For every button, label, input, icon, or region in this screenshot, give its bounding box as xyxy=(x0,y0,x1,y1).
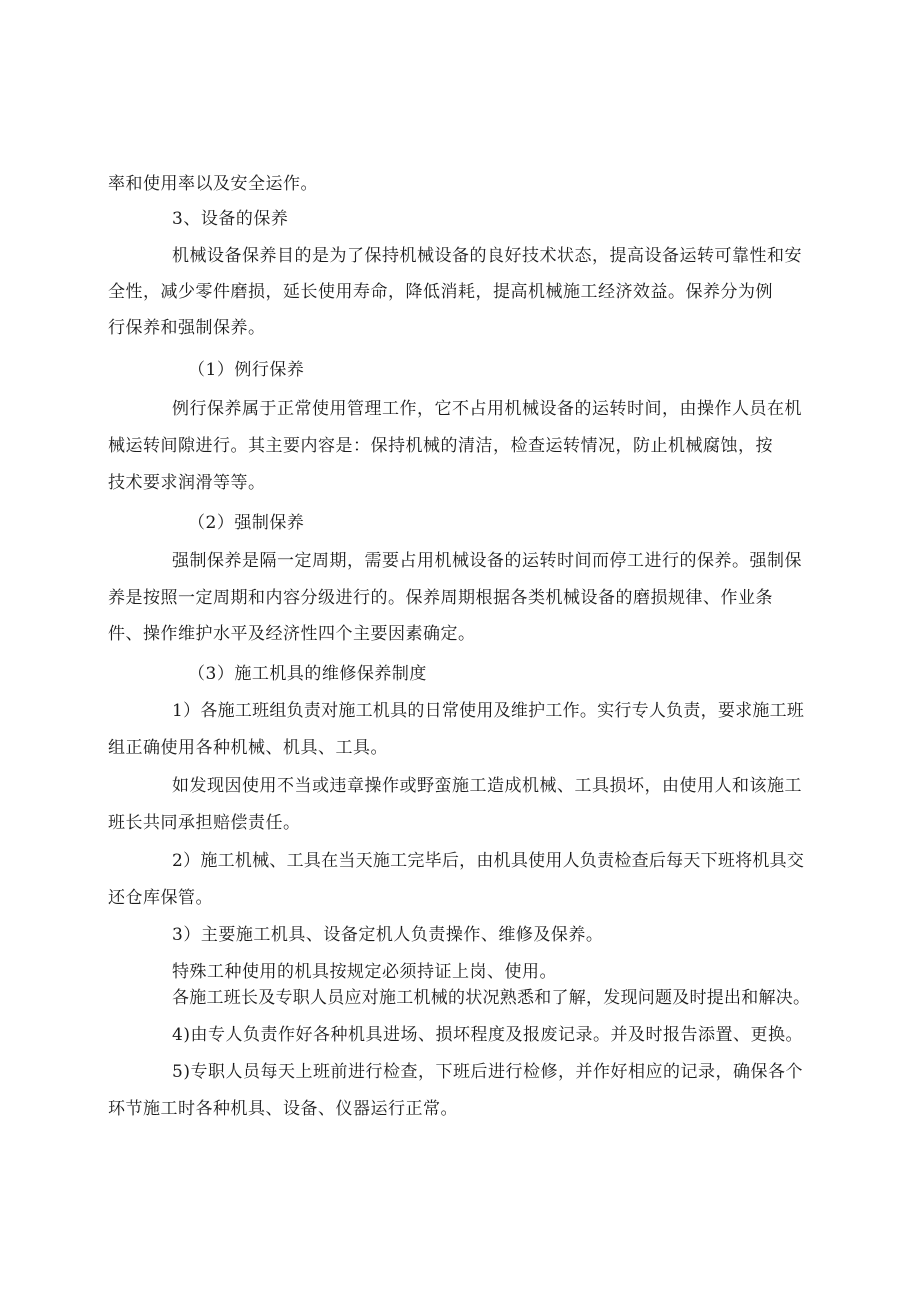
text-line: 全性，减少零件磨损，延长使用寿命，降低消耗，提高机械施工经济效益。保养分为例 xyxy=(108,282,773,302)
text-line: 机械设备保养目的是为了保持机械设备的良好技术状态，提高设备运转可靠性和安 xyxy=(172,246,802,266)
subsection-heading: （3）施工机具的维修保养制度 xyxy=(188,664,427,684)
text-line: 行保养和强制保养。 xyxy=(108,318,266,338)
subsection-heading: （1）例行保养 xyxy=(188,360,305,380)
subsection-heading: （2）强制保养 xyxy=(188,513,305,533)
text-line: 4)由专人负责作好各种机具进场、损坏程度及报废记录。并及时报告添置、更换。 xyxy=(172,1025,803,1045)
text-line: 环节施工时各种机具、设备、仪器运行正常。 xyxy=(108,1099,458,1119)
section-heading: 3、设备的保养 xyxy=(172,209,289,229)
text-line: 强制保养是隔一定周期，需要占用机械设备的运转时间而停工进行的保养。强制保 xyxy=(172,551,802,571)
text-line: 各施工班长及专职人员应对施工机械的状况熟悉和了解，发现问题及时提出和解决。 xyxy=(172,988,811,1008)
text-line: 班长共同承担赔偿责任。 xyxy=(108,813,301,833)
text-line: 养是按照一定周期和内容分级进行的。保养周期根据各类机械设备的磨损规律、作业条 xyxy=(108,588,773,608)
text-line: 5)专职人员每天上班前进行检查，下班后进行检修，并作好相应的记录，确保各个 xyxy=(172,1062,803,1082)
text-line: 件、操作维护水平及经济性四个主要因素确定。 xyxy=(108,624,476,644)
text-line: 如发现因使用不当或违章操作或野蛮施工造成机械、工具损坏，由使用人和该施工 xyxy=(172,776,802,796)
text-line: 械运转间隙进行。其主要内容是：保持机械的清洁，检查运转情况，防止机械腐蚀，按 xyxy=(108,436,773,456)
text-line: 例行保养属于正常使用管理工作，它不占用机械设备的运转时间，由操作人员在机 xyxy=(172,399,802,419)
text-line: 技术要求润滑等等。 xyxy=(108,473,266,493)
text-line: 1）各施工班组负责对施工机具的日常使用及维护工作。实行专人负责，要求施工班 xyxy=(172,701,805,721)
text-line: 率和使用率以及安全运作。 xyxy=(108,174,318,194)
text-line: 组正确使用各种机械、机具、工具。 xyxy=(108,738,388,758)
text-line: 特殊工种使用的机具按规定必须持证上岗、使用。 xyxy=(172,962,557,982)
text-line: 还仓库保管。 xyxy=(108,888,213,908)
text-line: 2）施工机械、工具在当天施工完毕后，由机具使用人负责检查后每天下班将机具交 xyxy=(172,851,805,871)
text-line: 3）主要施工机具、设备定机人负责操作、维修及保养。 xyxy=(172,925,604,945)
